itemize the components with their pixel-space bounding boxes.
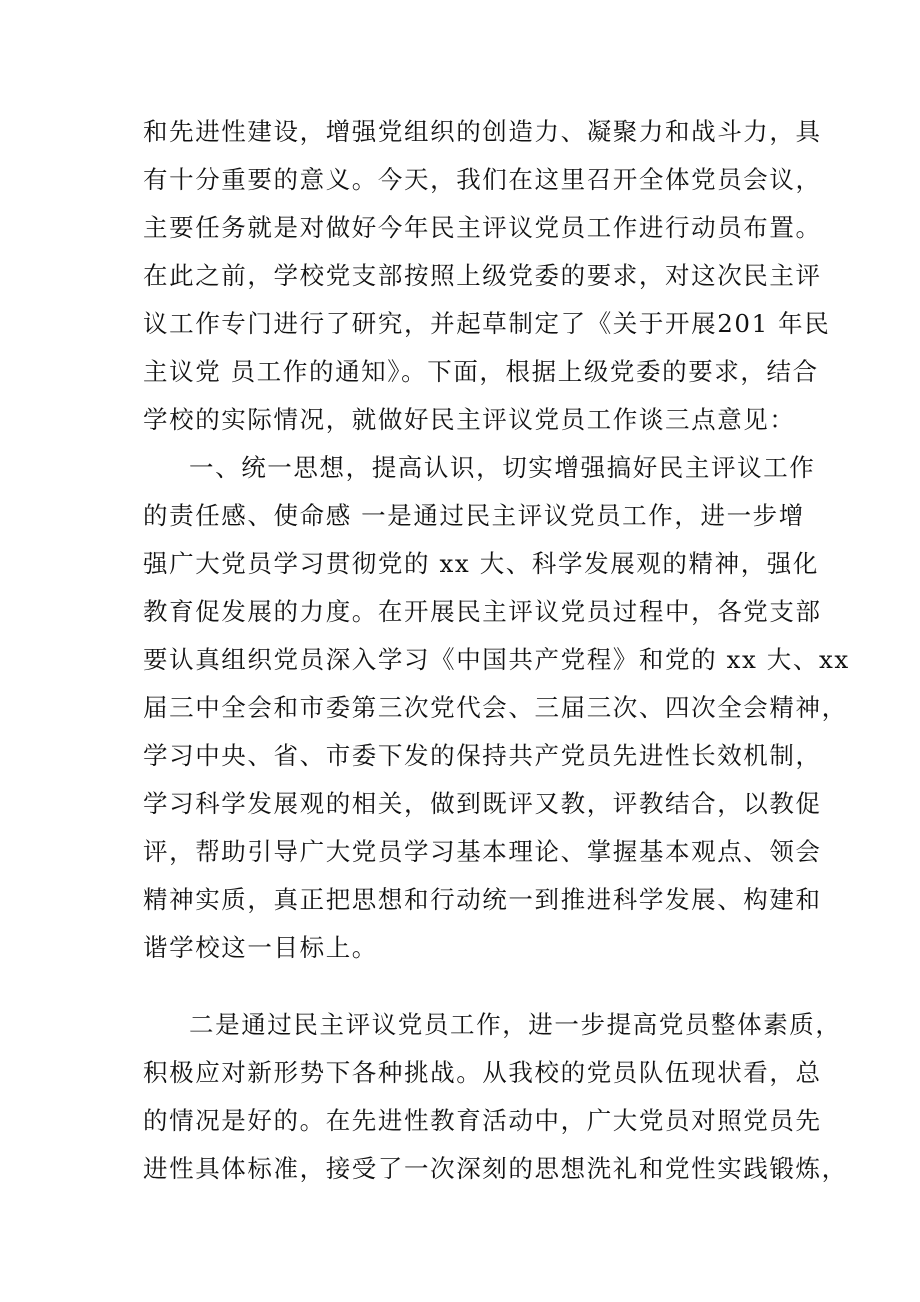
text-line: 学习中央、省、市委下发的保持共产党员先进性长效机制， [143, 741, 822, 770]
text-line: 届三中全会和市委第三次党代会、三届三次、四次全会精神， [143, 693, 848, 722]
text-line: 的责任感、使命感 一是通过民主评议党员工作，进一步增 [143, 501, 805, 530]
text-line: 精神实质，真正把思想和行动统一到推进科学发展、构建和 [143, 885, 822, 914]
text-line: 进性具体标准，接受了一次深刻的思想洗礼和党性实践锻炼， [143, 1154, 848, 1183]
text-line: 学习科学发展观的相关，做到既评又教，评教结合，以教促 [143, 789, 822, 818]
text-line: 有十分重要的意义。今天，我们在这里召开全体党员会议， [143, 165, 822, 194]
text-line: 和先进性建设，增强党组织的创造力、凝聚力和战斗力，具 [143, 117, 822, 146]
text-line: 谐学校这一目标上。 [143, 933, 378, 962]
text-line: 评，帮助引导广大党员学习基本理论、掌握基本观点、领会 [143, 837, 822, 866]
text-line: 要认真组织党员深入学习《中国共产党程》和党的 xx 大、xx [143, 645, 850, 674]
section-heading-line: 一、统一思想，提高认识，切实增强搞好民主评议工作 [189, 453, 816, 482]
text-line: 议工作专门进行了研究，并起草制定了《关于开展201 年民 [143, 309, 831, 338]
text-line: 教育促发展的力度。在开展民主评议党员过程中，各党支部 [143, 597, 822, 626]
text-line: 积极应对新形势下各种挑战。从我校的党员队伍现状看，总 [143, 1058, 822, 1087]
text-line: 强广大党员学习贯彻党的 xx 大、科学发展观的精神，强化 [143, 549, 820, 578]
text-line: 主要任务就是对做好今年民主评议党员工作进行动员布置。 [143, 213, 822, 242]
text-line: 的情况是好的。在先进性教育活动中，广大党员对照党员先 [143, 1106, 822, 1135]
text-line: 在此之前，学校党支部按照上级党委的要求，对这次民主评 [143, 261, 822, 290]
text-line: 学校的实际情况，就做好民主评议党员工作谈三点意见： [143, 405, 796, 434]
paragraph-start-line: 二是通过民主评议党员工作，进一步提高党员整体素质， [189, 1010, 842, 1039]
text-line: 主议党 员工作的通知》。下面，根据上级党委的要求，结合 [143, 357, 819, 386]
